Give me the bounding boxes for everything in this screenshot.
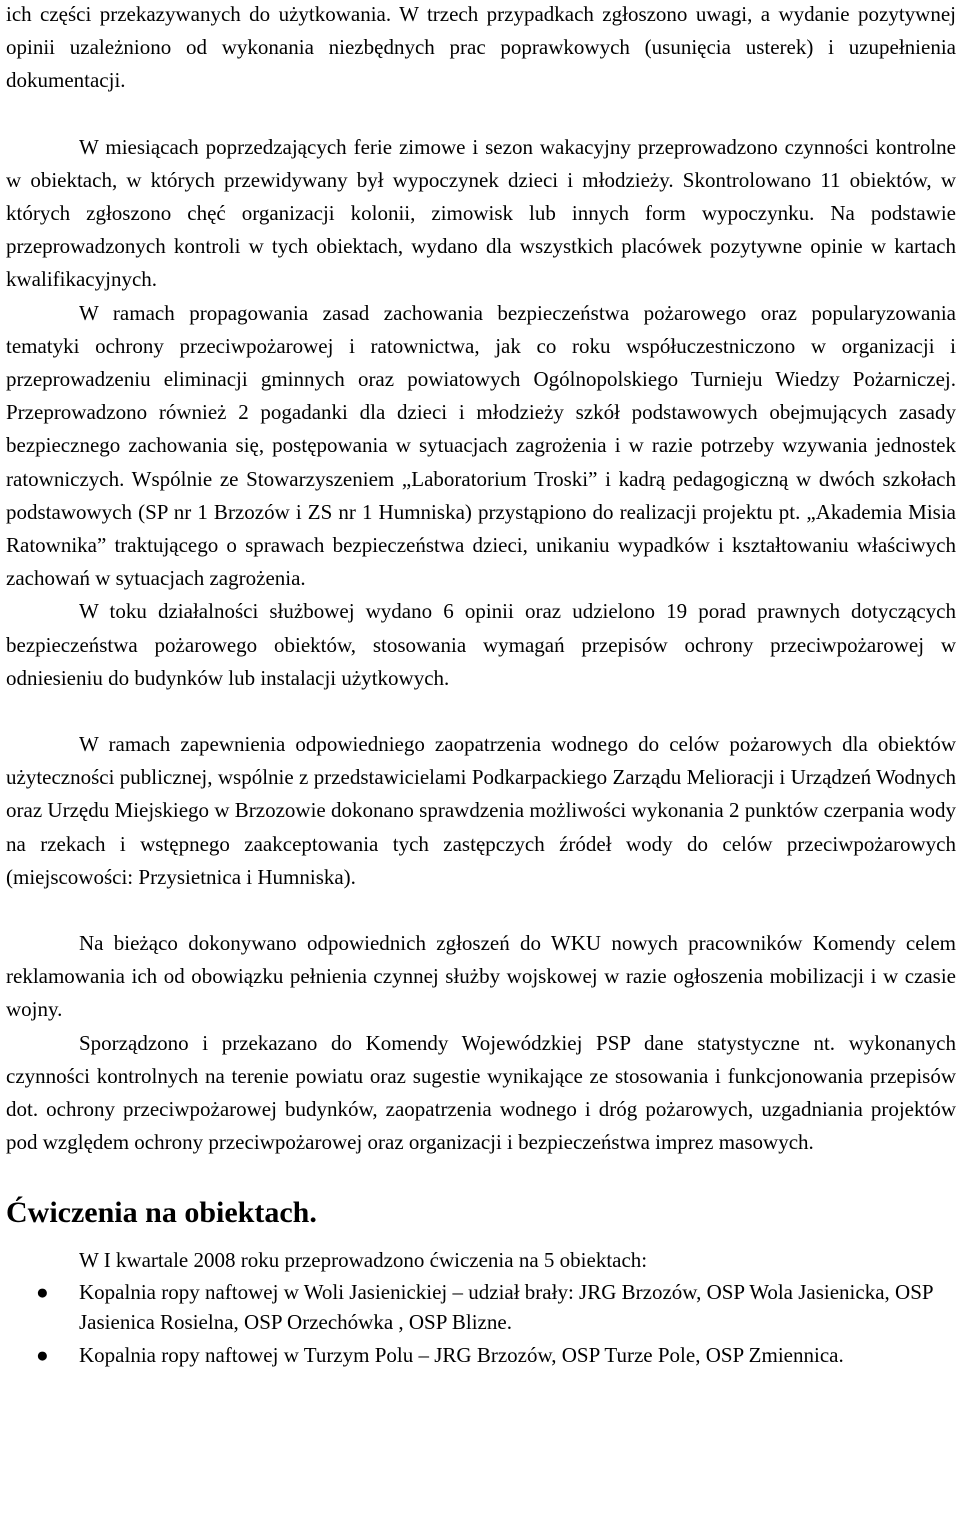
list-item	[6, 1340, 956, 1370]
section-heading: Ćwiczenia na obiektach.	[6, 1195, 317, 1229]
paragraph-continuation: ich części przekazywanych do użytkowania. W trzech przypadkach zgłoszono uwagi, a wydanie pozytywnej opinii uzależniono od wykonania niezbędnych prac poprawkowych (usunięcia usterek) i uzupełnienia dokumentacji.	[6, 2, 956, 93]
document-page	[6, 0, 956, 1373]
bullet-icon: ●	[36, 1342, 49, 1367]
paragraph-opinions-advice: W toku działalności służbowej wydano 6 opinii oraz udzielono 19 porad prawnych dotyczących bezpieczeństwa pożarowego obiektów, stosowania wymagań przepisów ochrony przeciwpożarowej w odniesieniu do budynków lub instalacji użytkowych.	[6, 599, 956, 690]
paragraph-statistics: Sporządzono i przekazano do Komendy Wojewódzkiej PSP dane statystyczne nt. wykonanych czynności kontrolnych na terenie powiatu oraz sugestie wynikające ze stosowania i funkcjonowania przepisów dot. ochrony przeciwpożarowej budynków, zaopatrzenia wodnego i dróg pożarowych, uzgadniania projektów pod względem ochrony przeciwpożarowej oraz organizacji i bezpieczeństwa imprez masowych.	[6, 1030, 956, 1155]
list-item-text: Kopalnia ropy naftowej w Turzym Polu – JRG Brzozów, OSP Turze Pole, OSP Zmiennica.	[79, 1342, 844, 1367]
section-intro: W I kwartale 2008 roku przeprowadzono ćwiczenia na 5 obiektach:	[79, 1247, 648, 1272]
paragraph-fire-safety-promotion: W ramach propagowania zasad zachowania bezpieczeństwa pożarowego oraz popularyzowania tematyki ochrony przeciwpożarowej i ratownictwa, jak co roku współuczestniczono w organizacji i przeprowadzeniu eliminacji gminnych oraz powiatowych Ogólnopolskiego Turnieju Wiedzy Pożarniczej. Przeprowadzono również 2 pogadanki dla dzieci i młodzieży szkół podstawowych obejmujących zasady bezpiecznego zachowania się, postępowania w sytuacjach zagrożenia i w razie potrzeby wzywania jednostek ratowniczych. Wspólnie ze Stowarzyszeniem „Laboratorium Troski” i kadrą pedagogiczną w dwóch szkołach podstawowych (SP nr 1 Brzozów i ZS nr 1 Humniska) przystąpiono do realizacji projektu pt. „Akademia Misia Ratownika” traktującego o sprawach bezpieczeństwa dzieci, unikaniu wypadków i kształtowaniu właściwych zachowań w sytuacjach zagrożenia.	[6, 300, 956, 591]
list-item	[6, 1277, 956, 1337]
bullet-icon: ●	[36, 1279, 49, 1304]
paragraph-summer-inspections: W miesiącach poprzedzających ferie zimowe i sezon wakacyjny przeprowadzono czynności kontrolne w obiektach, w których przewidywany był wypoczynek dzieci i młodzieży. Skontrolowano 11 obiektów, w których zgłoszono chęć organizacji kolonii, zimowisk lub innych form wypoczynku. Na podstawie przeprowadzonych kontroli w tych obiektach, wydano dla wszystkich placówek pozytywne opinie w kartach kwalifikacyjnych.	[6, 134, 956, 292]
paragraph-wku-notifications: Na bieżąco dokonywano odpowiednich zgłoszeń do WKU nowych pracowników Komendy celem reklamowania ich od obowiązku pełnienia czynnej służby wojskowej w razie ogłoszenia mobilizacji i w czasie wojny.	[6, 931, 956, 1022]
exercise-list	[6, 1277, 956, 1370]
paragraph-water-supply: W ramach zapewnienia odpowiedniego zaopatrzenia wodnego do celów pożarowych dla obiektów użyteczności publicznej, wspólnie z przedstawicielami Podkarpackiego Zarządu Melioracji i Urządzeń Wodnych oraz Urzędu Miejskiego w Brzozowie dokonano sprawdzenia możliwości wykonania 2 punktów czerpania wody na rzekach i wstępnego zaakceptowania tych zastępczych źródeł wody do celów przeciwpożarowych (miejscowości: Przysietnica i Humniska).	[6, 732, 956, 889]
list-item-text: Kopalnia ropy naftowej w Woli Jasienickiej – udział brały: JRG Brzozów, OSP Wola Jasienicka, OSP Jasienica Rosielna, OSP Orzechówka , OSP Blizne.	[79, 1279, 933, 1334]
